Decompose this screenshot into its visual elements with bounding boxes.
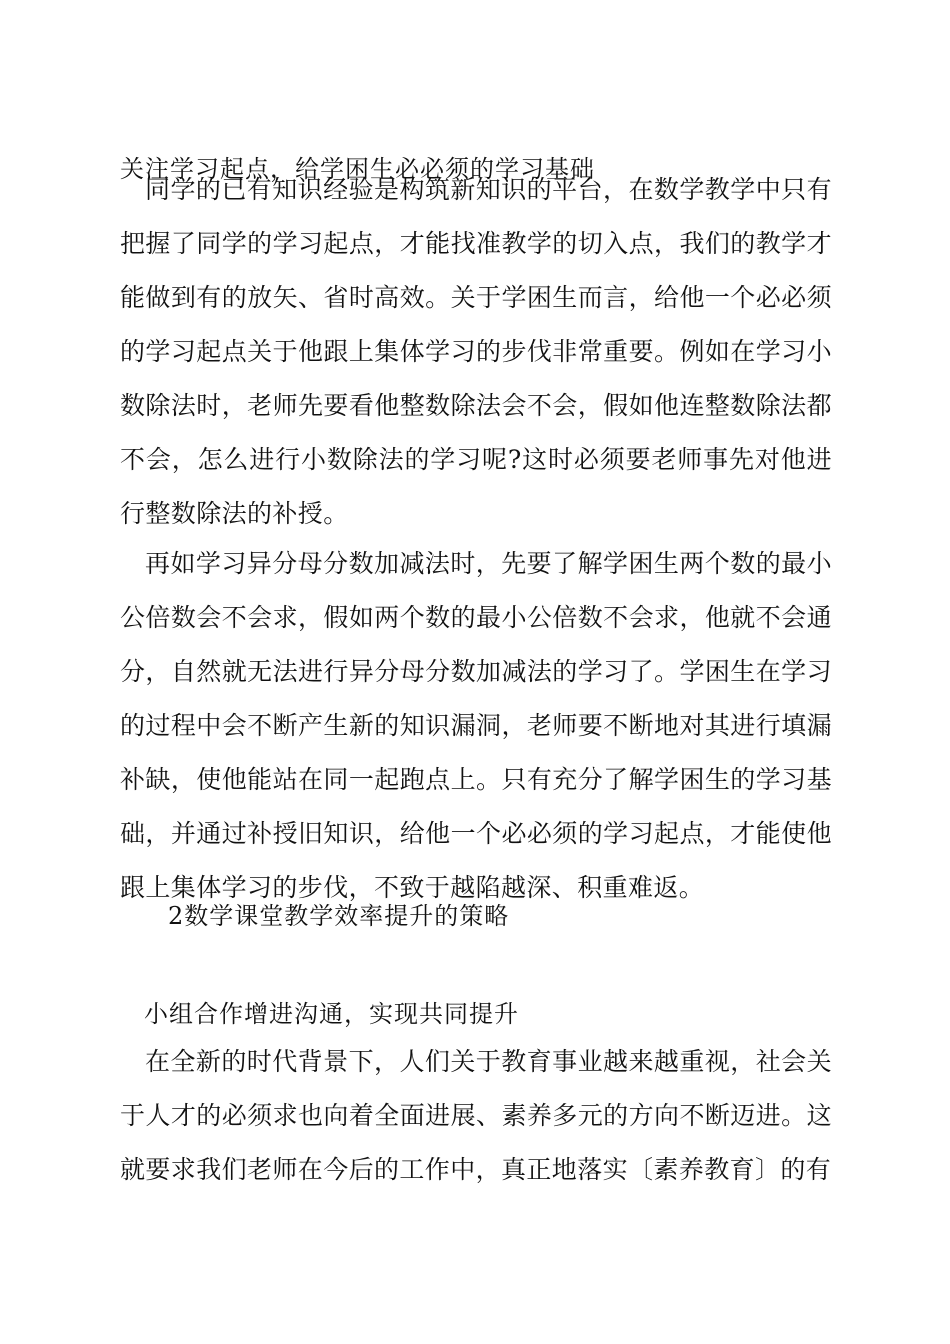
section-heading-group-cooperation: 小组合作增进沟通，实现共同提升: [144, 1000, 519, 1028]
section-heading-strategy: 2数学课堂教学效率提升的策略: [168, 902, 510, 930]
paragraph-new-era: 在全新的时代背景下，人们关于教育事业越来越重视，社会关于人才的必须求也向着全面进展、素养多元的方向不断迈进。这就要求我们老师在今后的工作中，真正地落实〔素养教育〕的有: [120, 1047, 832, 1184]
section-heading-learning-start: 关注学习起点，给学困生必必须的学习基础: [120, 155, 595, 183]
paragraph-fraction-example: 再如学习异分母分数加减法时，先要了解学困生两个数的最小公倍数会不会求，假如两个数的最小公倍数不会求，他就不会通分，自然就无法进行异分母分数加减法的学习了。学困生在学习的过程中会不断产生新的知识漏洞，老师要不断地对其进行填漏补缺，使他能站在同一起跑点上。只有充分了解学困生的学习基础，并通过补授旧知识，给他一个必必须的学习起点，才能使他跟上集体学习的步伐，不致于越陷越深、积重难返。: [120, 549, 832, 902]
paragraph-learning-start: 同学的已有知识经验是构筑新知识的平台，在数学教学中只有把握了同学的学习起点，才能找准教学的切入点，我们的教学才能做到有的放矢、省时高效。关于学困生而言，给他一个必必须的学习起点关于他跟上集体学习的步伐非常重要。例如在学习小数除法时，老师先要看他整数除法会不会，假如他连整数除法都不会，怎么进行小数除法的学习呢?这时必须要老师事先对他进行整数除法的补授。: [120, 175, 832, 528]
